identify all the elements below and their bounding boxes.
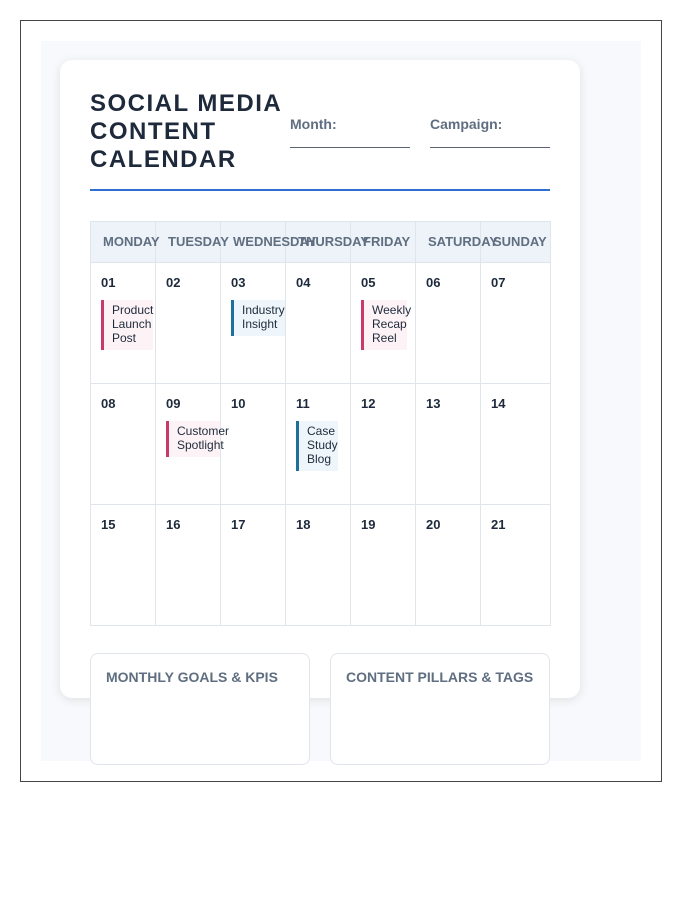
- weekday-tuesday: TUESDAY: [156, 222, 221, 262]
- day-cell[interactable]: [221, 384, 286, 504]
- campaign-field[interactable]: [430, 116, 550, 148]
- week-row: [91, 384, 550, 505]
- day-cell[interactable]: [351, 505, 416, 625]
- weekday-wednesday: WEDNESDAY: [221, 222, 286, 262]
- day-cell[interactable]: [351, 384, 416, 504]
- day-cell[interactable]: [156, 384, 230, 504]
- calendar-grid: [90, 221, 551, 626]
- day-number: 17: [231, 517, 246, 532]
- day-cell[interactable]: [156, 263, 221, 383]
- day-number: 06: [426, 275, 441, 290]
- day-cell[interactable]: [91, 384, 156, 504]
- day-number: 16: [166, 517, 181, 532]
- day-number: 04: [296, 275, 311, 290]
- weekday-sunday: SUNDAY: [493, 234, 547, 249]
- day-cell[interactable]: [481, 384, 546, 504]
- weekday-saturday: SATURDAY: [416, 222, 481, 262]
- day-cell[interactable]: [286, 505, 351, 625]
- day-number: 12: [361, 396, 376, 411]
- day-cell[interactable]: [481, 505, 546, 625]
- day-number: 19: [361, 517, 376, 532]
- title-divider: [90, 189, 550, 191]
- day-cell[interactable]: [221, 505, 286, 625]
- day-cell[interactable]: [481, 263, 546, 383]
- post-item[interactable]: Weekly Recap Reel: [361, 300, 407, 350]
- day-cell[interactable]: [416, 384, 481, 504]
- post-item[interactable]: Case Study Blog: [296, 421, 338, 471]
- day-number: 09: [166, 396, 181, 411]
- day-cell[interactable]: [91, 505, 156, 625]
- day-number: 20: [426, 517, 441, 532]
- day-number: 15: [101, 517, 116, 532]
- week-row: [91, 263, 550, 384]
- weekday-friday: FRIDAY: [351, 222, 416, 262]
- pillars-panel: [330, 653, 550, 765]
- day-number: 08: [101, 396, 116, 411]
- day-cell[interactable]: [286, 384, 351, 504]
- goals-panel: [90, 653, 310, 765]
- day-number: 10: [231, 396, 246, 411]
- month-label: Month:: [290, 116, 337, 132]
- day-cell[interactable]: [156, 505, 221, 625]
- day-cell[interactable]: [416, 505, 481, 625]
- day-number: 05: [361, 275, 376, 290]
- day-number: 21: [491, 517, 506, 532]
- post-item[interactable]: Product Launch Post: [101, 300, 153, 350]
- weekday-header: [91, 222, 550, 263]
- day-cell[interactable]: [91, 263, 156, 383]
- weekday-thursday: THURSDAY: [286, 222, 351, 262]
- pillars-panel-title: CONTENT PILLARS & TAGS: [346, 669, 534, 685]
- day-cell[interactable]: [221, 263, 286, 383]
- goals-panel-title: MONTHLY GOALS & KPIS: [106, 669, 278, 685]
- page-title: SOCIAL MEDIA CONTENT CALENDAR: [90, 90, 282, 173]
- day-cell[interactable]: [416, 263, 481, 383]
- day-number: 01: [101, 275, 116, 290]
- day-number: 14: [491, 396, 506, 411]
- day-cell[interactable]: [286, 263, 351, 383]
- day-number: 13: [426, 396, 441, 411]
- day-number: 03: [231, 275, 246, 290]
- weekday-monday: MONDAY: [91, 222, 156, 262]
- day-number: 07: [491, 275, 506, 290]
- day-cell[interactable]: [351, 263, 416, 383]
- day-number: 18: [296, 517, 311, 532]
- post-item[interactable]: Customer Spotlight: [166, 421, 220, 457]
- post-item[interactable]: Industry Insight: [231, 300, 285, 336]
- day-number: 11: [296, 396, 310, 411]
- month-field[interactable]: [290, 116, 410, 148]
- week-row: [91, 505, 550, 625]
- campaign-label: Campaign:: [430, 116, 503, 132]
- day-number: 02: [166, 275, 181, 290]
